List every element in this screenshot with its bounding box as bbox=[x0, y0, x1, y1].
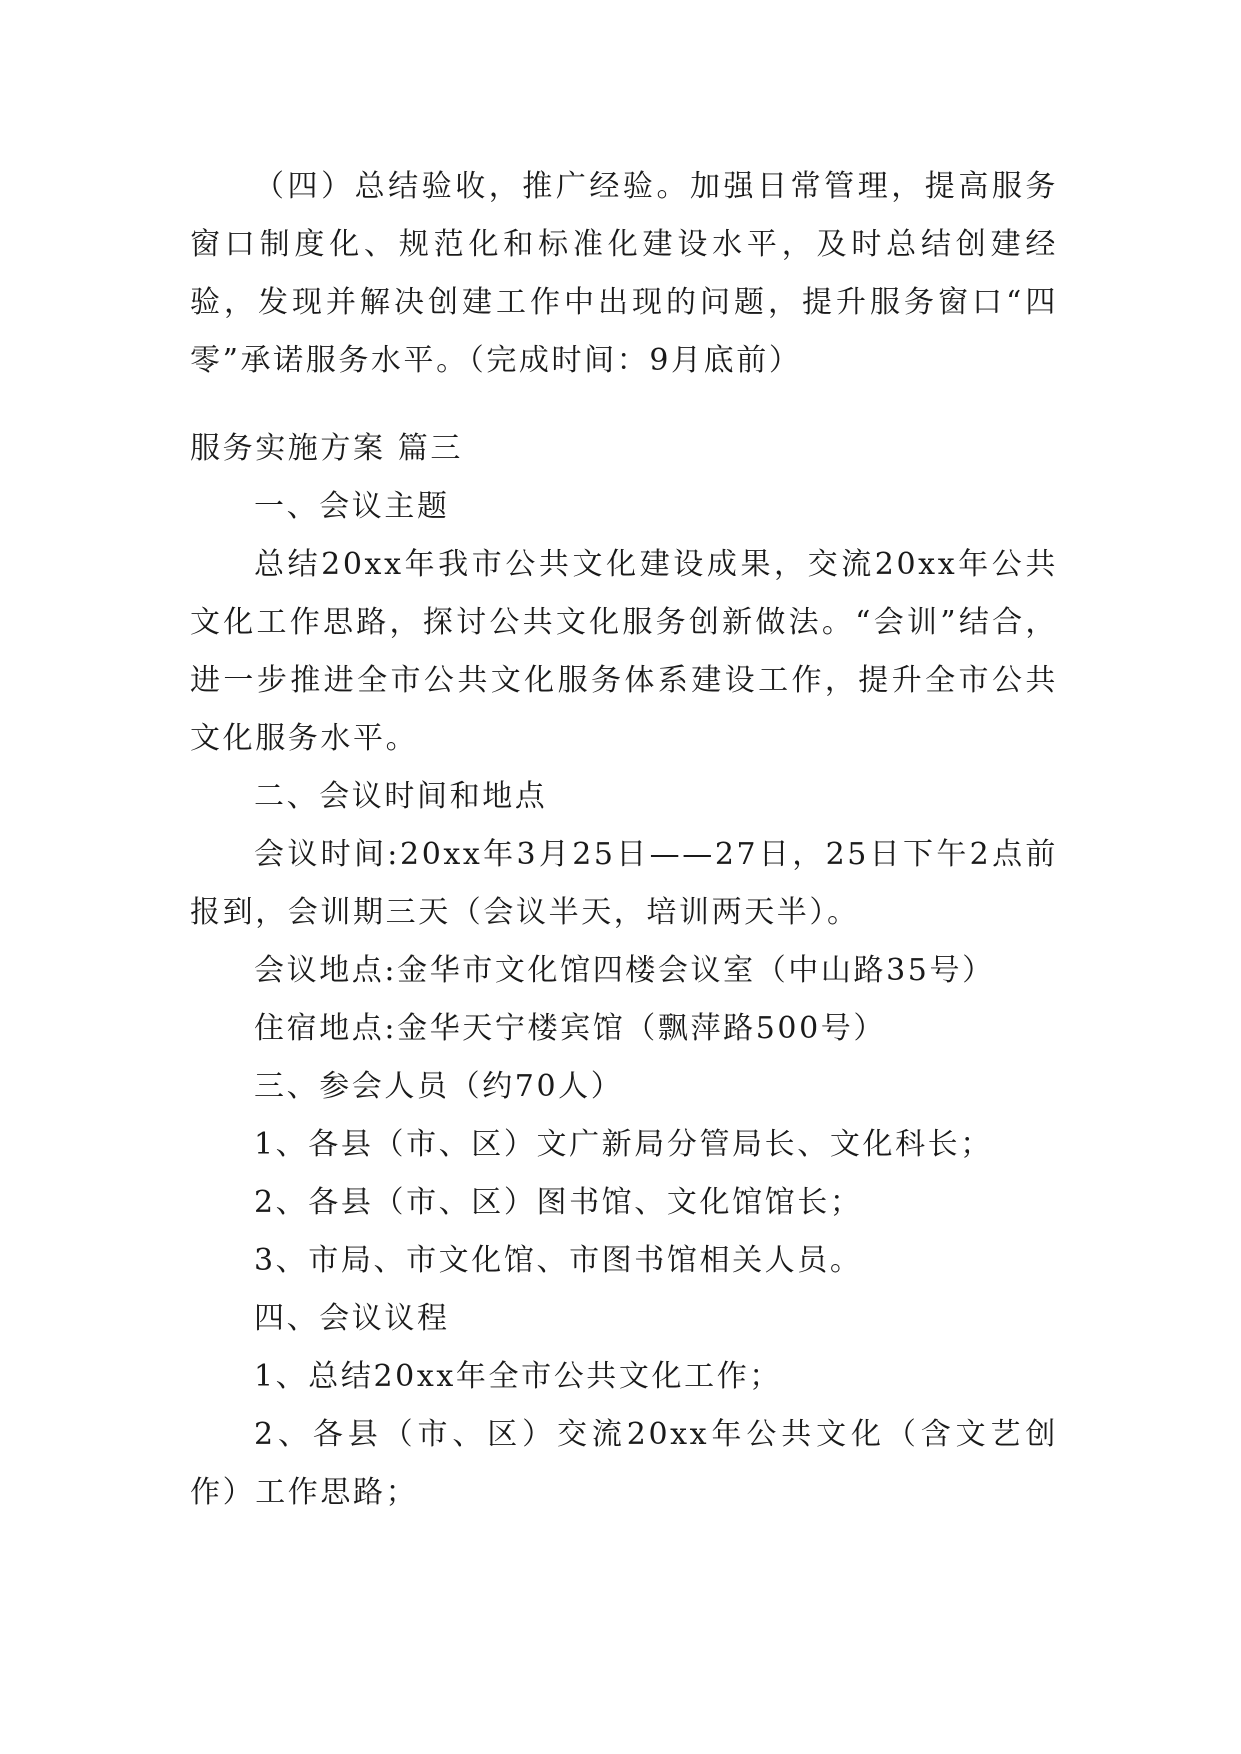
heading-attendees: 三、参会人员（约70人） bbox=[254, 1069, 624, 1104]
section-title: 服务实施方案 篇三 bbox=[190, 431, 463, 466]
paragraph-lodging-place: 住宿地点:金华天宁楼宾馆（飘萍路500号） bbox=[254, 1011, 886, 1046]
paragraph-summary-acceptance: （四）总结验收，推广经验。加强日常管理，提高服务窗口制度化、规范化和标准化建设水平，及时总结创建经验，发现并解决创建工作中出现的问题，提升服务窗口“四零”承诺服务水平。（完成时间：9月底前） bbox=[190, 169, 1058, 378]
paragraph-meeting-place: 会议地点:金华市文化馆四楼会议室（中山路35号） bbox=[254, 953, 995, 988]
paragraph-meeting-theme: 总结20xx年我市公共文化建设成果，交流20xx年公共文化工作思路，探讨公共文化服务创新做法。“会训”结合，进一步推进全市公共文化服务体系建设工作，提升全市公共文化服务水平。 bbox=[190, 547, 1058, 756]
list-item-attendee: 3、市局、市文化馆、市图书馆相关人员。 bbox=[254, 1243, 863, 1278]
document-body bbox=[190, 158, 1058, 1522]
heading-meeting-theme: 一、会议主题 bbox=[254, 489, 450, 524]
list-item-agenda: 1、总结20xx年全市公共文化工作； bbox=[254, 1359, 782, 1394]
heading-agenda: 四、会议议程 bbox=[254, 1301, 450, 1336]
list-item-attendee: 1、各县（市、区）文广新局分管局长、文化科长； bbox=[254, 1127, 993, 1162]
paragraph-meeting-time: 会议时间:20xx年3月25日——27日，25日下午2点前报到，会训期三天（会议半天，培训两天半）。 bbox=[190, 837, 1058, 930]
heading-meeting-time-place: 二、会议时间和地点 bbox=[254, 779, 548, 814]
list-item-attendee: 2、各县（市、区）图书馆、文化馆馆长； bbox=[254, 1185, 863, 1220]
list-item-agenda: 2、各县（市、区）交流20xx年公共文化（含文艺创作）工作思路； bbox=[190, 1417, 1058, 1510]
